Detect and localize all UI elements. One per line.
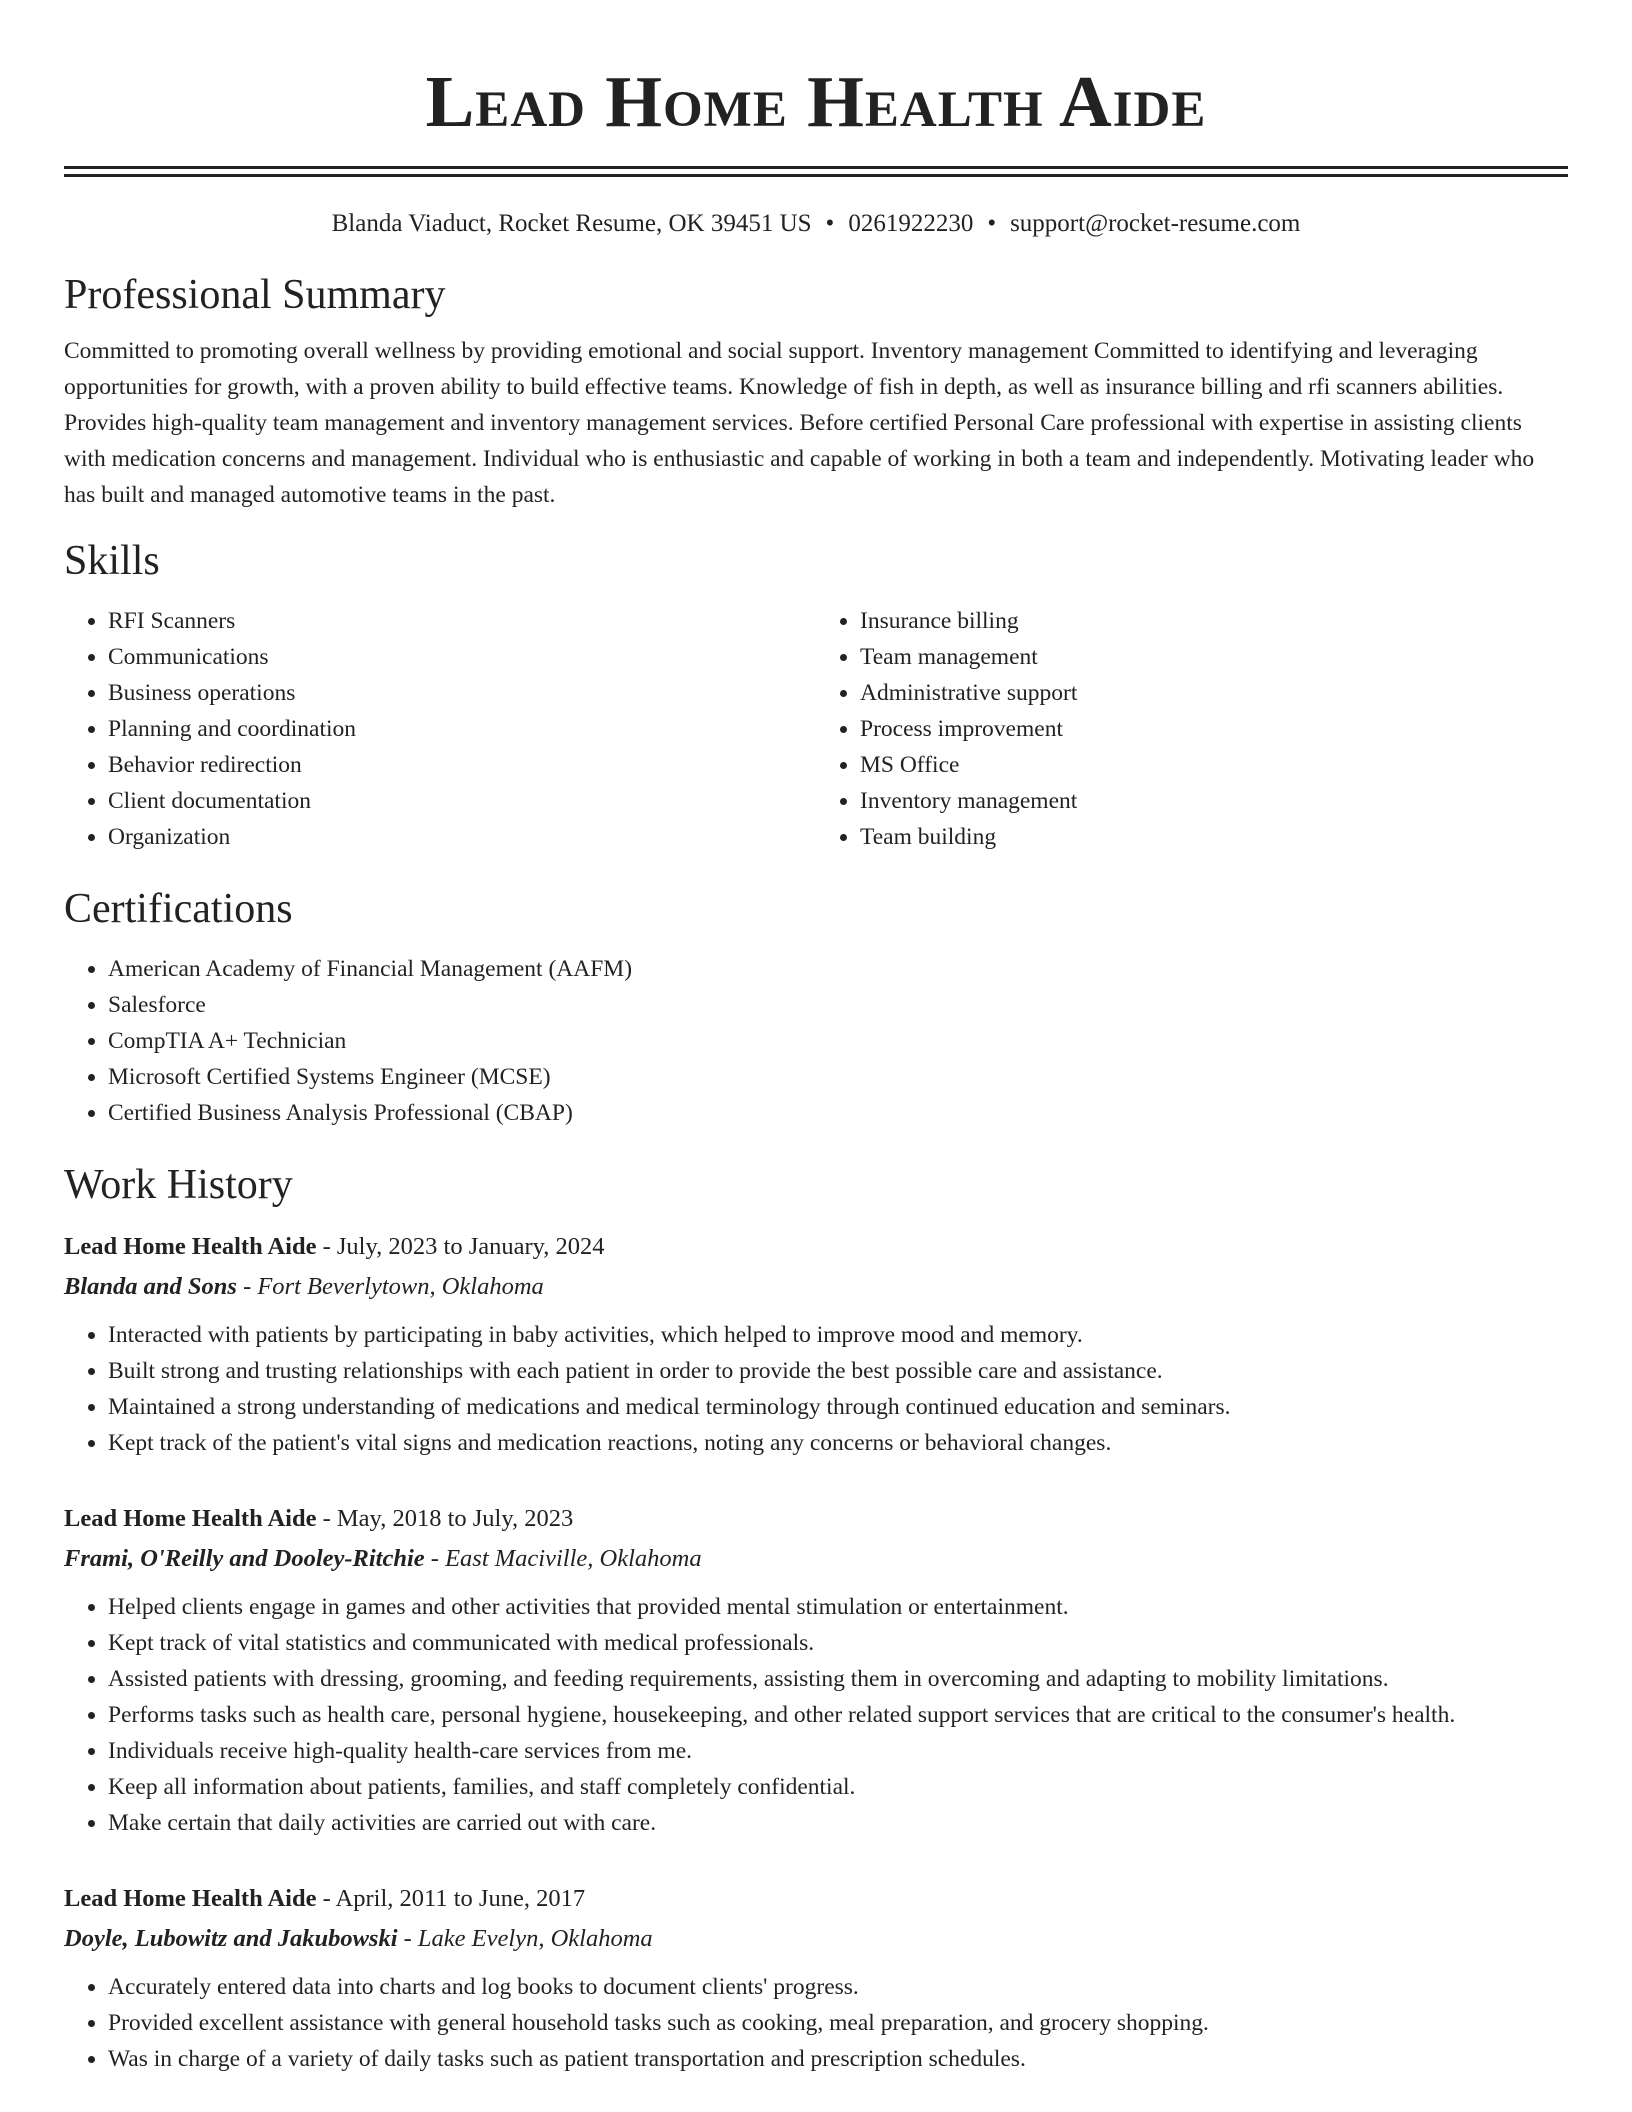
resume-name: Lead Home Health Aide xyxy=(425,61,1207,142)
job-bullet: • Performs tasks such as health care, personal hygiene, housekeeping, and other related support services that are critical to the consumer's health. xyxy=(108,1697,1568,1733)
job-bullet: • Individuals receive high-quality health-care services from me. xyxy=(108,1733,1568,1769)
job-bullets xyxy=(64,1589,1568,1841)
skill-item: • Communications xyxy=(108,639,816,675)
certification-item: • Certified Business Analysis Professional (CBAP) xyxy=(108,1095,1568,1131)
job-title-line xyxy=(64,1227,1568,1267)
job-entry xyxy=(64,1879,1568,2077)
contact-separator: • xyxy=(825,210,835,237)
job-location: - Fort Beverlytown, Oklahoma xyxy=(236,1273,544,1300)
job-dates: - July, 2023 to January, 2024 xyxy=(316,1233,605,1260)
summary-text: Committed to promoting overall wellness by providing emotional and social support. Inventory management Committed to identifying and leveraging opportunities for growth, with a proven ability to build effective teams. Knowledge of fish in depth, as well as insurance billing and rfi scanners abilities. Provides high-quality team management and inventory management services. Before certified Personal Care professional with expertise in assisting clients with medication concerns and management. Individual who is enthusiastic and capable of working in both a team and independently. Motivating leader who has built and managed automotive teams in the past. xyxy=(64,338,1535,508)
header-divider-bottom xyxy=(64,174,1568,177)
skill-item: • RFI Scanners xyxy=(108,603,816,639)
job-bullet: • Make certain that daily activities are carried out with care. xyxy=(108,1805,1568,1841)
work-history-heading: Work History xyxy=(64,1162,293,1208)
skill-item: • Client documentation xyxy=(108,783,816,819)
job-company-line xyxy=(64,1267,1568,1307)
skills-list xyxy=(64,603,1568,855)
skill-item: • Team building xyxy=(860,819,1568,855)
contact-line xyxy=(64,207,1568,241)
job-company-line xyxy=(64,1539,1568,1579)
job-bullet: • Built strong and trusting relationships with each patient in order to provide the best possible care and assistance. xyxy=(108,1353,1568,1389)
skill-item: • Planning and coordination xyxy=(108,711,816,747)
job-company: Blanda and Sons xyxy=(64,1273,237,1300)
job-bullet: • Was in charge of a variety of daily tasks such as patient transportation and prescription schedules. xyxy=(108,2041,1568,2077)
job-bullet: • Kept track of vital statistics and communicated with medical professionals. xyxy=(108,1625,1568,1661)
job-location: - East Maciville, Oklahoma xyxy=(424,1545,702,1572)
job-title-line xyxy=(64,1499,1568,1539)
job-bullets xyxy=(64,1969,1568,2077)
skill-item: • Business operations xyxy=(108,675,816,711)
job-bullet: • Provided excellent assistance with general household tasks such as cooking, meal preparation, and grocery shopping. xyxy=(108,2005,1568,2041)
job-company: Frami, O'Reilly and Dooley-Ritchie xyxy=(64,1545,425,1572)
certification-item: • CompTIA A+ Technician xyxy=(108,1023,1568,1059)
skill-item: • Organization xyxy=(108,819,816,855)
job-title: Lead Home Health Aide xyxy=(64,1233,317,1260)
job-bullet: • Maintained a strong understanding of medications and medical terminology through continued education and seminars. xyxy=(108,1389,1568,1425)
contact-email: support@rocket-resume.com xyxy=(1010,210,1301,237)
skills-heading: Skills xyxy=(64,538,160,584)
certification-item: • Microsoft Certified Systems Engineer (MCSE) xyxy=(108,1059,1568,1095)
certifications-list xyxy=(64,951,1568,1131)
job-bullet: • Helped clients engage in games and other activities that provided mental stimulation or entertainment. xyxy=(108,1589,1568,1625)
job-title-line xyxy=(64,1879,1568,1919)
skill-item: • Behavior redirection xyxy=(108,747,816,783)
job-dates: - May, 2018 to July, 2023 xyxy=(316,1505,574,1532)
contact-phone: 0261922230 xyxy=(848,210,974,237)
certification-item: • Salesforce xyxy=(108,987,1568,1023)
contact-separator: • xyxy=(987,210,997,237)
job-company: Doyle, Lubowitz and Jakubowski xyxy=(64,1925,398,1952)
skill-item: • MS Office xyxy=(860,747,1568,783)
job-location: - Lake Evelyn, Oklahoma xyxy=(397,1925,653,1952)
skill-item: • Team management xyxy=(860,639,1568,675)
skills-column-right xyxy=(816,603,1568,855)
skill-item: • Administrative support xyxy=(860,675,1568,711)
job-entry xyxy=(64,1227,1568,1461)
skill-item: • Inventory management xyxy=(860,783,1568,819)
job-title: Lead Home Health Aide xyxy=(64,1885,317,1912)
job-bullets xyxy=(64,1317,1568,1461)
certifications-heading: Certifications xyxy=(64,886,293,932)
contact-address: Blanda Viaduct, Rocket Resume, OK 39451 US xyxy=(331,210,812,237)
skill-item: • Insurance billing xyxy=(860,603,1568,639)
skill-item: • Process improvement xyxy=(860,711,1568,747)
header-divider-top xyxy=(64,166,1568,169)
job-bullet: • Accurately entered data into charts and log books to document clients' progress. xyxy=(108,1969,1568,2005)
summary-heading: Professional Summary xyxy=(64,272,446,318)
certification-item: • American Academy of Financial Management (AAFM) xyxy=(108,951,1568,987)
job-dates: - April, 2011 to June, 2017 xyxy=(316,1885,586,1912)
job-entry xyxy=(64,1499,1568,1841)
resume-page xyxy=(64,0,1568,2077)
job-bullet: • Kept track of the patient's vital signs and medication reactions, noting any concerns or behavioral changes. xyxy=(108,1425,1568,1461)
job-bullet: • Assisted patients with dressing, grooming, and feeding requirements, assisting them in overcoming and adapting to mobility limitations. xyxy=(108,1661,1568,1697)
skills-column-left xyxy=(64,603,816,855)
job-company-line xyxy=(64,1919,1568,1959)
job-title: Lead Home Health Aide xyxy=(64,1505,317,1532)
job-bullet: • Keep all information about patients, families, and staff completely confidential. xyxy=(108,1769,1568,1805)
job-bullet: • Interacted with patients by participating in baby activities, which helped to improve mood and memory. xyxy=(108,1317,1568,1353)
